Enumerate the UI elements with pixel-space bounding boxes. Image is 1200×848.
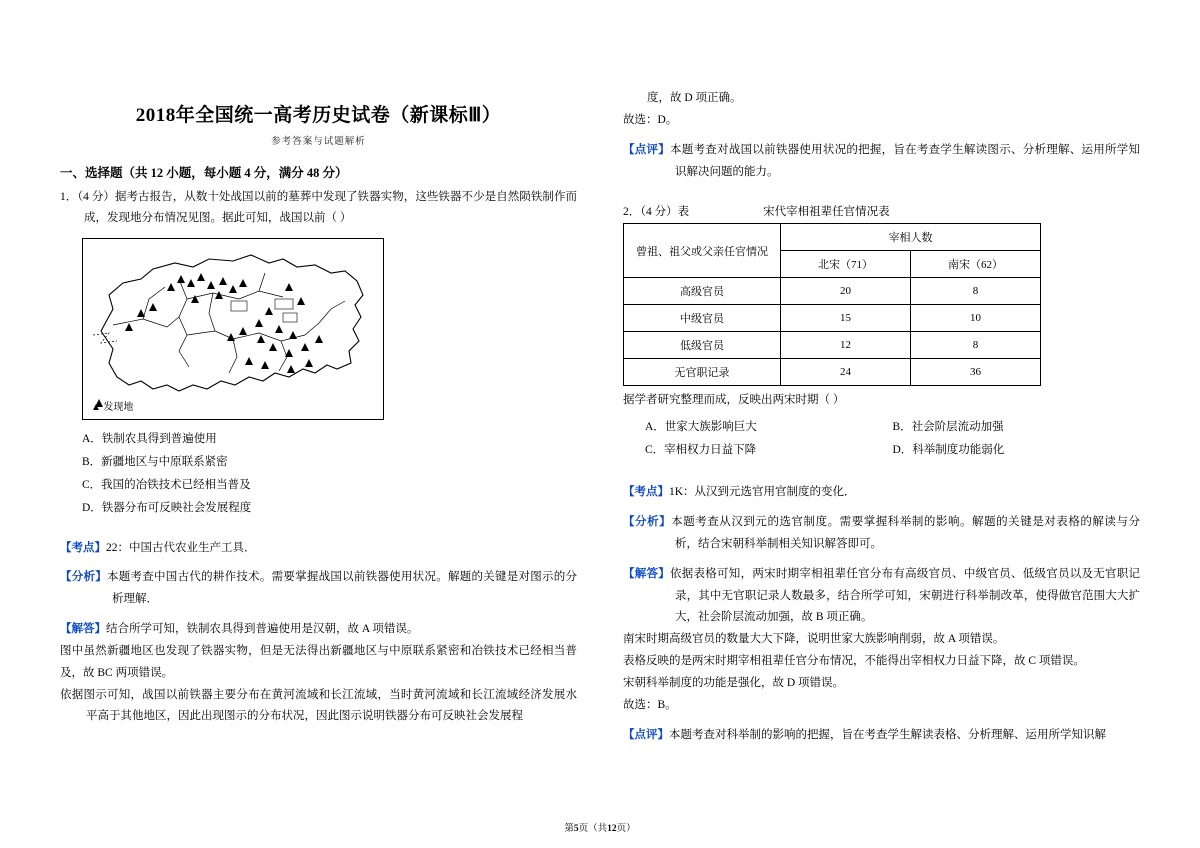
two-column-layout <box>60 60 1140 778</box>
question-1-options <box>60 428 577 520</box>
footer-prefix: 第 <box>564 824 574 834</box>
question-2-option-b[interactable]: B．社会阶层流动加强 <box>892 421 1004 434</box>
table-row <box>624 332 1041 359</box>
question-2-stem-after: 据学者研究整理而成，反映出两宋时期（ ） <box>623 394 845 407</box>
song-prime-minister-table <box>623 223 1041 386</box>
row-label-low: 低级官员 <box>624 332 781 359</box>
question-1-map-figure <box>82 238 384 420</box>
question-2-jieda-line-1: 南宋时期高级官员的数量大大下降，说明世家大族影响削弱，故 A 项错误。 <box>623 633 1005 646</box>
question-2-option-c[interactable]: C．宰相权力日益下降 <box>645 444 757 457</box>
question-1-number: 1． <box>60 191 78 203</box>
footer-middle: 页（共 <box>578 824 608 834</box>
map-legend-label: ▲ 发现地 <box>91 401 134 413</box>
row-label-none: 无官职记录 <box>624 359 781 386</box>
question-2-jieda-line-4: 故选：B。 <box>623 698 677 711</box>
jieda-text: 依据表格可知，两宋时期宰相祖辈任官分布有高级官员、中级官员、低级官员以及无官职记录，其中无官职记录人数最多，结合所学可知，宋朝进行科举制改革，使得做官范围大大扩大，社会阶层流动加强，故 B 项正确。 <box>670 567 1141 624</box>
table-subheader-northern-song: 北宋（71） <box>781 251 911 278</box>
question-2-jieda <box>623 564 1140 630</box>
dianping-tag: 【点评】 <box>623 728 669 741</box>
china-map-svg <box>83 239 381 417</box>
footer-page-number: 5 <box>573 824 579 834</box>
question-2-kaodian <box>623 482 1140 504</box>
dianping-text: 本题考查对战国以前铁器使用状况的把握，旨在考查学生解读图示、分析理解、运用所学知识解决问题的能力。 <box>670 143 1141 178</box>
kaodian-tag: 【考点】 <box>623 486 669 499</box>
question-2-fenxi <box>623 512 1140 556</box>
kaodian-tag: 【考点】 <box>60 541 106 554</box>
question-2-jieda-line-2: 表格反映的是两宋时期宰相祖辈任官分布情况，不能得出宰相权力日益下降，故 C 项错误。 <box>623 655 1085 668</box>
page-footer <box>0 820 1200 834</box>
table-row <box>624 305 1041 332</box>
row-low-south: 8 <box>911 332 1041 359</box>
question-2-score: （4 分） <box>640 206 678 219</box>
question-2-header <box>623 203 1140 219</box>
question-1-jieda-line-1: 图中虽然新疆地区也发现了铁器实物，但是无法得出新疆地区与中原联系紧密和冶铁技术已经相当普及，故 BC 两项错误。 <box>60 644 577 679</box>
kaodian-text: 1K：从汉到元选官用官制度的变化． <box>669 486 856 499</box>
table-header-group: 宰相人数 <box>781 224 1041 251</box>
question-1-score: （4 分） <box>77 191 115 203</box>
question-1-text: 据考古报告，从数十处战国以前的墓葬中发现了铁器实物，这些铁器不少是自然陨铁制作而成，发现地分布情况见图。据此可知，战国以前（ ） <box>84 191 578 225</box>
page-title: 2018年全国统一高考历史试卷（新课标Ⅲ） <box>135 105 502 126</box>
question-1-dianping <box>623 140 1140 184</box>
question-1-jieda <box>60 619 577 641</box>
dianping-tag: 【点评】 <box>623 143 671 156</box>
right-column <box>623 60 1140 778</box>
question-2-table-title: 宋代宰相祖辈任官情况表 <box>763 206 890 219</box>
question-1-option-b[interactable]: B．新疆地区与中原联系紧密 <box>82 455 228 468</box>
page-subtitle: 参考答案与试题解析 <box>271 137 366 147</box>
question-1-fenxi <box>60 567 577 611</box>
row-label-senior: 高级官员 <box>624 278 781 305</box>
row-none-north: 24 <box>781 359 911 386</box>
question-1-kaodian <box>60 538 577 560</box>
dianping-text: 本题考查对科举制的影响的把握，旨在考查学生解读表格、分析理解、运用所学知识解 <box>669 728 1106 741</box>
fenxi-text: 本题考查中国古代的耕作技术。需要掌握战国以前铁器使用状况。解题的关键是对图示的分析理解． <box>107 571 578 606</box>
question-2-option-d[interactable]: D．科举制度功能弱化 <box>892 444 1005 457</box>
kaodian-text: 22：中国古代农业生产工具． <box>106 541 256 554</box>
question-2-options-row-2 <box>645 439 1140 462</box>
question-2-jieda-line-3: 宋朝科举制度的功能是强化，故 D 项错误。 <box>623 676 845 689</box>
table-header-row <box>624 224 1041 251</box>
question-1-jieda-line-2: 依据图示可知，战国以前铁器主要分布在黄河流域和长江流域，当时黄河流域和长江流域经济发展水平高于其他地区，因此出现图示的分布状况，因此图示说明铁器分布可反映社会发展程 <box>60 688 577 723</box>
footer-total-pages: 12 <box>607 824 617 834</box>
jieda-tag: 【解答】 <box>623 567 671 580</box>
table-row <box>624 359 1041 386</box>
row-mid-north: 15 <box>781 305 911 332</box>
left-column <box>60 60 577 778</box>
table-header-first: 曾祖、祖父或父亲任官情况 <box>624 224 781 278</box>
question-1-option-c[interactable]: C．我国的冶铁技术已经相当普及 <box>82 478 251 491</box>
footer-suffix: 页） <box>616 824 636 834</box>
right-cont-line-1: 度，故 D 项正确。 <box>647 92 742 104</box>
question-2-option-a[interactable]: A．世家大族影响巨大 <box>645 421 757 434</box>
table-row <box>624 278 1041 305</box>
right-cont-line-2: 故选：D。 <box>623 113 678 126</box>
row-low-north: 12 <box>781 332 911 359</box>
jieda-tag: 【解答】 <box>60 623 106 636</box>
fenxi-tag: 【分析】 <box>623 516 672 529</box>
row-mid-south: 10 <box>911 305 1041 332</box>
question-2-options-row-1 <box>645 416 1140 439</box>
fenxi-text: 本题考查从汉到元的选官制度。需要掌握科举制的影响。解题的关键是对表格的解读与分析，结合宋朝科举制相关知识解答即可。 <box>671 516 1141 550</box>
table-subheader-southern-song: 南宋（62） <box>911 251 1041 278</box>
row-label-mid: 中级官员 <box>624 305 781 332</box>
question-2-dianping <box>623 725 1140 747</box>
row-senior-north: 20 <box>781 278 911 305</box>
question-1-stem <box>60 187 577 230</box>
row-senior-south: 8 <box>911 278 1041 305</box>
question-2-options <box>623 416 1140 462</box>
question-1-option-a[interactable]: A．铁制农具得到普遍使用 <box>82 432 217 445</box>
row-none-south: 36 <box>911 359 1041 386</box>
section-heading: 一、选择题（共 12 小题，每小题 4 分，满分 48 分） <box>60 166 348 180</box>
question-2-type: 表 <box>677 206 690 219</box>
jieda-text: 结合所学可知，铁制农具得到普遍使用是汉朝，故 A 项错误。 <box>106 623 419 636</box>
fenxi-tag: 【分析】 <box>60 571 108 584</box>
question-2-number: 2． <box>623 206 641 219</box>
question-1-option-d[interactable]: D．铁器分布可反映社会发展程度 <box>82 501 252 514</box>
